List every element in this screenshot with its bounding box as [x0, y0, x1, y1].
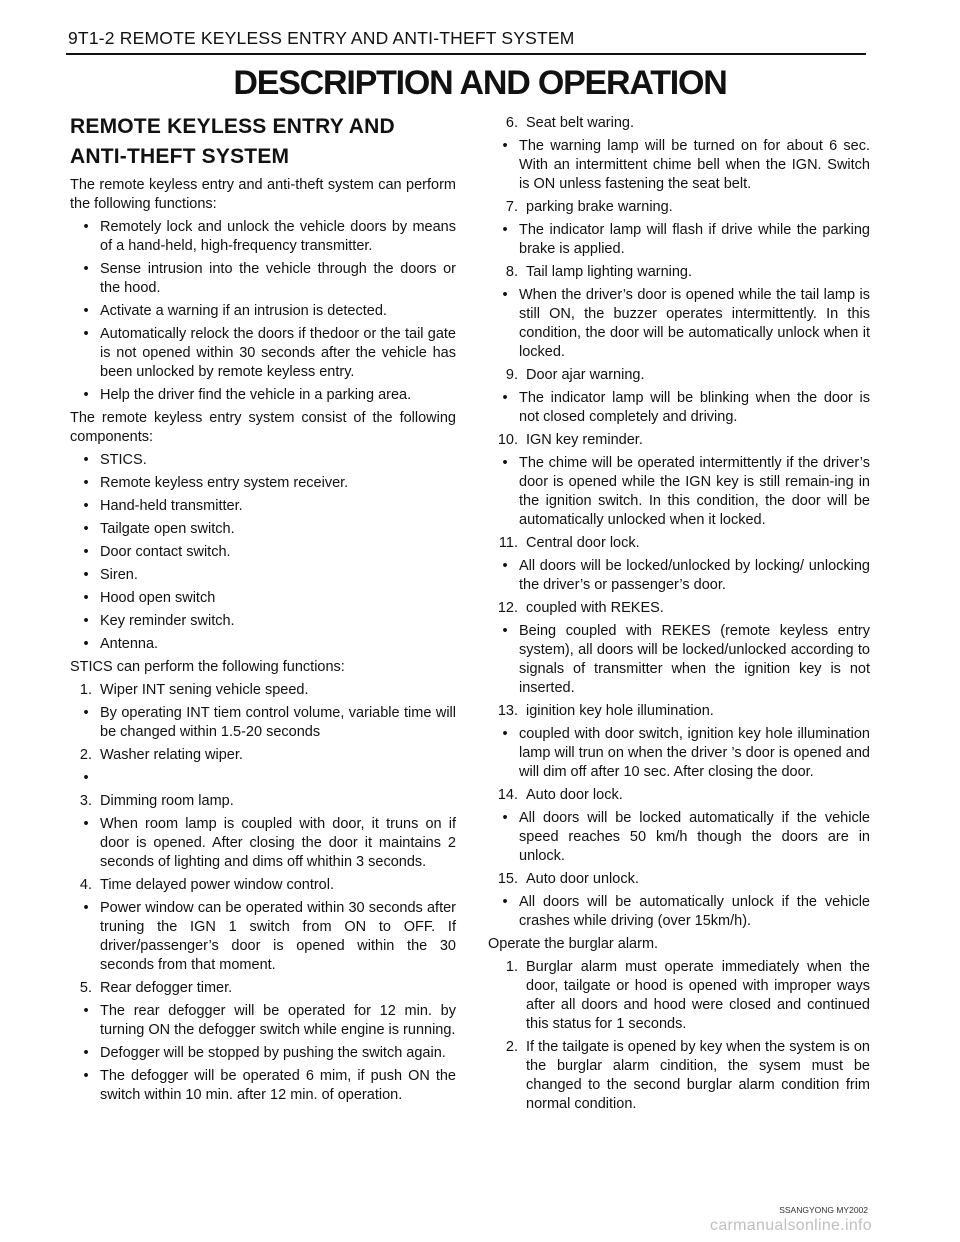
component-item: • Key reminder switch. — [72, 612, 456, 631]
bullet-icon: • — [502, 810, 508, 826]
numbered-item: 9. Door ajar warning. — [505, 367, 645, 383]
bullet-icon: • — [83, 498, 89, 514]
component-item: • Tailgate open switch. — [72, 520, 456, 539]
item-bullet: • All doors will be automatically unlock if the vehicle crashes while driving (over 15km/h). — [491, 893, 870, 931]
item-bullet: • Power window can be operated within 30 seconds after truning the IGN 1 switch from ON to OFF. If driver/passenger’s door is opened within the 30 seconds from that moment. — [72, 899, 456, 975]
bullet-icon: • — [502, 287, 508, 303]
numbered-item: 15. Auto door unlock. — [497, 871, 639, 887]
left-column — [70, 110, 456, 1105]
bullet-icon: • — [83, 770, 89, 786]
function-item: • Sense intrusion into the vehicle through the doors or the hood. — [72, 260, 456, 298]
numbered-item: 1. Wiper INT sening vehicle speed. — [79, 682, 309, 698]
bullet-icon: • — [83, 452, 89, 468]
function-item: • Activate a warning if an intrusion is detected. — [72, 302, 456, 321]
bullet-icon: • — [83, 636, 89, 652]
bullet-icon: • — [83, 705, 89, 721]
component-item: • Door contact switch. — [72, 543, 456, 562]
function-item: • Help the driver find the vehicle in a parking area. — [72, 386, 456, 405]
bullet-icon: • — [83, 521, 89, 537]
bullet-icon: • — [83, 590, 89, 606]
burglar-item: 2. If the tailgate is opened by key when the system is on the burglar alarm cindition, the sysem must be changed to the second burglar alarm condition frim normal condition. — [505, 1039, 870, 1112]
bullet-icon: • — [83, 219, 89, 235]
numbered-item: 11. Central door lock. — [498, 535, 640, 551]
item-bullet: • When room lamp is coupled with door, it truns on if door is opened. After closing the door it maintains 2 seconds of lighting and dims off whithin 3 seconds. — [72, 815, 456, 872]
numbered-item: 6. Seat belt waring. — [505, 115, 635, 131]
function-item: • Automatically relock the doors if thedoor or the tail gate is not opened within 30 seconds after the vehicle has been unlocked by remote keyless entry. — [72, 325, 456, 382]
bullet-icon: • — [83, 475, 89, 491]
component-item: • Hand-held transmitter. — [72, 497, 456, 516]
bullet-icon: • — [502, 726, 508, 742]
bullet-icon: • — [83, 544, 89, 560]
bullet-icon: • — [83, 387, 89, 403]
item-bullet: • Defogger will be stopped by pushing the switch again. — [72, 1044, 456, 1063]
bullet-icon: • — [83, 613, 89, 629]
item-bullet: • All doors will be locked/unlocked by locking/ unlocking the driver’s or passenger’s door. — [491, 557, 870, 595]
component-item: • Remote keyless entry system receiver. — [72, 474, 456, 493]
bullet-icon: • — [83, 261, 89, 277]
bullet-icon: • — [83, 303, 89, 319]
numbered-item: 4. Time delayed power window control. — [79, 877, 334, 893]
bullet-icon: • — [502, 455, 508, 471]
bullet-icon: • — [83, 900, 89, 916]
section-heading-line1: REMOTE KEYLESS ENTRY AND — [70, 115, 395, 138]
bullet-icon: • — [83, 567, 89, 583]
component-item: • Siren. — [72, 566, 456, 585]
burglar-intro: Operate the burglar alarm. — [488, 936, 659, 952]
numbered-item: 12. coupled with REKES. — [497, 600, 664, 616]
bullet-icon: • — [83, 1045, 89, 1061]
bullet-icon: • — [502, 623, 508, 639]
section-heading — [70, 112, 456, 172]
component-item: • Antenna. — [72, 635, 456, 654]
numbered-item: 14. Auto door lock. — [497, 787, 623, 803]
bullet-icon: • — [502, 390, 508, 406]
numbered-item: 13. iginition key hole illumination. — [497, 703, 714, 719]
item-bullet: • All doors will be locked automatically if the vehicle speed reaches 50 km/h though the doors are in unlock. — [491, 809, 870, 866]
function-item: • Remotely lock and unlock the vehicle doors by means of a hand-held, high-frequency transmitter. — [72, 218, 456, 256]
numbered-item: 5. Rear defogger timer. — [79, 980, 233, 996]
bullet-icon: • — [502, 894, 508, 910]
bullet-icon: • — [83, 326, 89, 342]
bullet-icon: • — [502, 138, 508, 154]
numbered-item: 3. Dimming room lamp. — [79, 793, 234, 809]
component-item: • Hood open switch — [72, 589, 456, 608]
item-bullet: • The indicator lamp will flash if drive while the parking brake is applied. — [491, 221, 870, 259]
item-bullet: • The rear defogger will be operated for 12 min. by turning ON the defogger switch while engine is running. — [72, 1002, 456, 1040]
item-bullet: • Being coupled with REKES (remote keyless entry system), all doors will be locked/unlocked according to signals of transmitter when the ignition key is not inserted. — [491, 622, 870, 698]
page-title: DESCRIPTION AND OPERATION — [233, 64, 727, 102]
right-column — [488, 110, 870, 1114]
bullet-icon: • — [83, 816, 89, 832]
item-bullet-empty — [72, 769, 456, 788]
stics-intro: STICS can perform the following functions: — [70, 659, 345, 675]
item-bullet: • The defogger will be operated 6 mim, if push ON the switch within 10 min. after 12 min. of operation. — [72, 1067, 456, 1105]
numbered-item: 10. IGN key reminder. — [497, 432, 643, 448]
component-item: • STICS. — [72, 451, 456, 470]
bullet-icon: • — [83, 1068, 89, 1084]
item-bullet: • The chime will be operated intermittently if the driver’s door is opened while the IGN key is still remain-ing in the ignition switch. In this condition, the door will be automatically unlocked when it locked. — [491, 454, 870, 530]
burglar-item: 1. Burglar alarm must operate immediately when the door, tailgate or hood is opened with improper ways after all doors and hood were closed and continued this status for 1 seconds. — [505, 959, 870, 1032]
item-bullet: • The warning lamp will be turned on for about 6 sec. With an intermittent chime bell when the IGN. Switch is ON unless fastening the seat belt. — [491, 137, 870, 194]
item-bullet: • The indicator lamp will be blinking when the door is not closed completely and driving. — [491, 389, 870, 427]
numbered-item: 2. Washer relating wiper. — [79, 747, 243, 763]
bullet-icon: • — [502, 222, 508, 238]
watermark: carmanualsonline.info — [710, 1217, 872, 1234]
item-bullet: • By operating INT tiem control volume, variable time will be changed within 1.5-20 seconds — [72, 704, 456, 742]
running-header: 9T1-2 REMOTE KEYLESS ENTRY AND ANTI-THEFT SYSTEM — [68, 28, 575, 48]
numbered-item: 7. parking brake warning. — [505, 199, 673, 215]
section-heading-line2: ANTI-THEFT SYSTEM — [70, 145, 290, 168]
components-intro: The remote keyless entry system consist of the following components: — [70, 410, 456, 445]
footer-brand: SSANGYONG MY2002 — [779, 1205, 868, 1215]
bullet-icon: • — [502, 558, 508, 574]
bullet-icon: • — [83, 1003, 89, 1019]
item-bullet: • When the driver’s door is opened while the tail lamp is still ON, the buzzer operates intermittently. In this condition, the door will be automatically unlock when it locked. — [491, 286, 870, 362]
numbered-item: 8. Tail lamp lighting warning. — [505, 264, 693, 280]
header-rule — [66, 53, 866, 55]
item-bullet: • coupled with door switch, ignition key hole illumination lamp will trun on when the driver ’s door is opened and will dim off after 10 sec. After closing the door. — [491, 725, 870, 782]
intro-paragraph: The remote keyless entry and anti-theft system can perform the following functions: — [70, 177, 456, 212]
